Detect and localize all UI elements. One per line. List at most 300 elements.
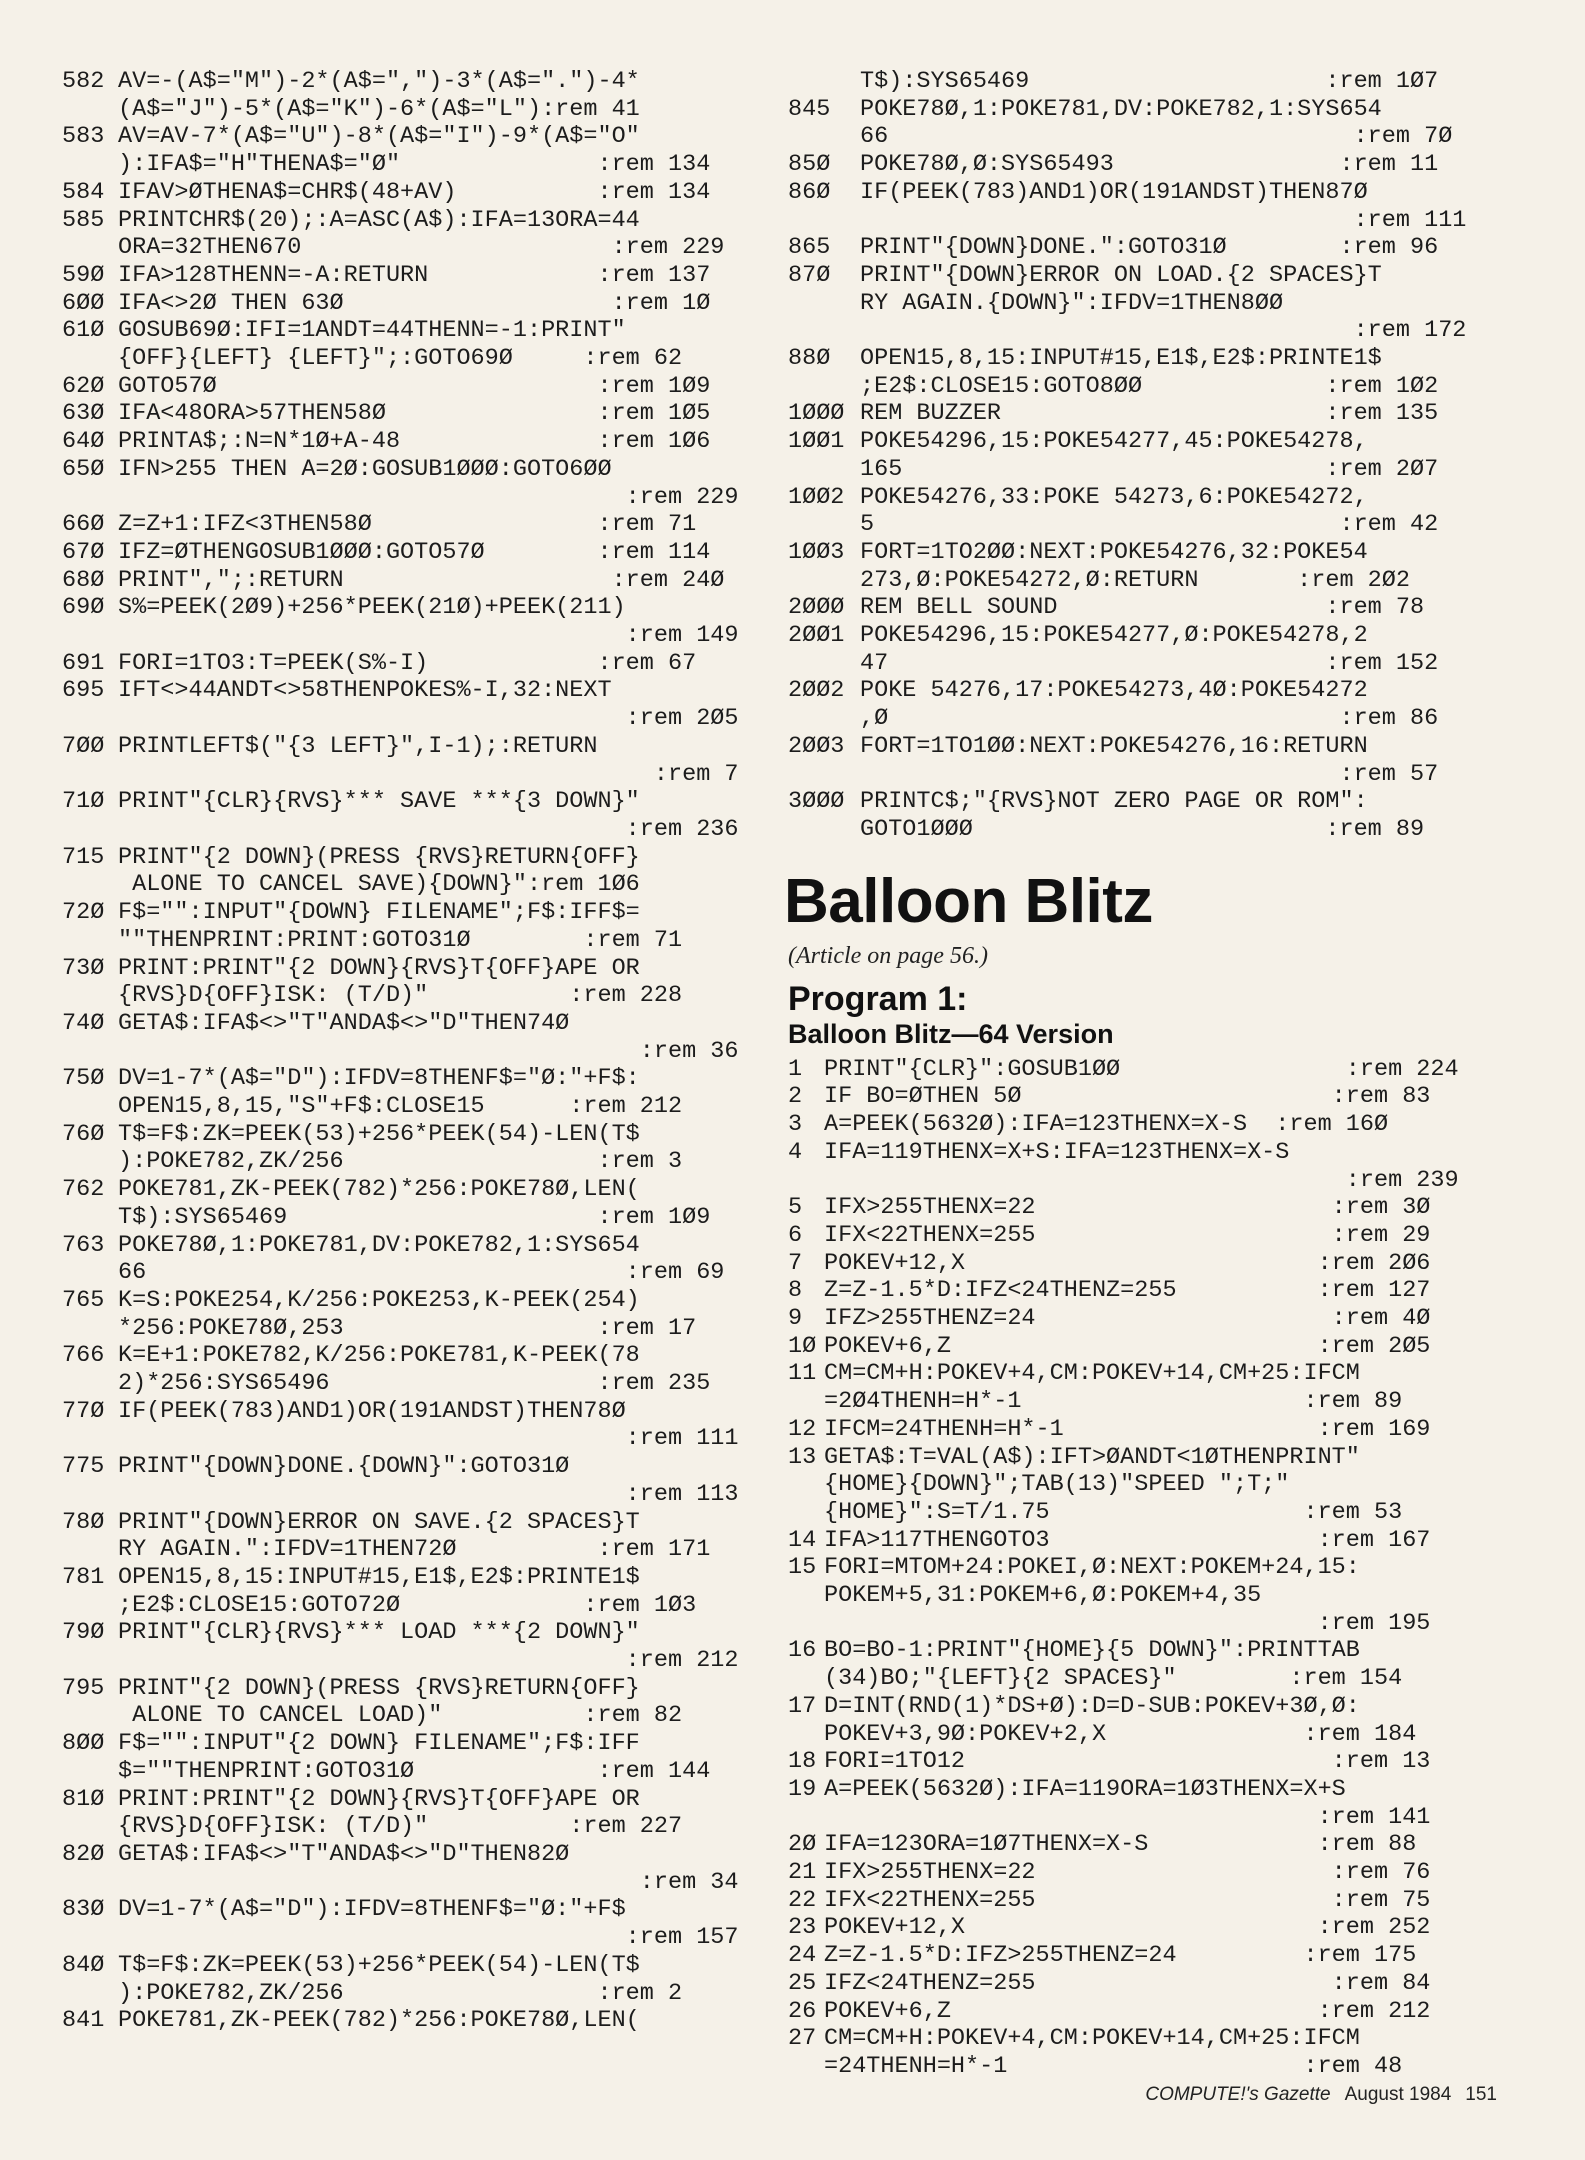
code-line	[62, 982, 752, 1010]
code-line	[788, 1416, 1478, 1444]
code-line	[62, 871, 752, 899]
code-text: ALONE TO CANCEL LOAD)" :rem 82	[118, 1702, 683, 1730]
code-text: REM BELL SOUND :rem 78	[860, 594, 1425, 622]
code-line	[62, 1176, 752, 1204]
issue-date: August 1984	[1344, 2084, 1452, 2105]
line-number: 5	[788, 1194, 803, 1222]
code-text: ;E2$:CLOSE15:GOTO8ØØ :rem 1Ø2	[860, 372, 1439, 400]
code-line	[62, 844, 752, 872]
code-text: :rem 141	[824, 1803, 1431, 1831]
code-text: DV=1-7*(A$="D"):IFDV=8THENF$="Ø:"+F$	[118, 1896, 626, 1924]
code-text: S%=PEEK(2Ø9)+256*PEEK(21Ø)+PEEK(211)	[118, 594, 626, 622]
line-number: 6ØØ	[62, 289, 105, 317]
code-line	[788, 1111, 1478, 1139]
code-line	[788, 68, 1478, 96]
code-line	[788, 207, 1478, 235]
code-line	[788, 1360, 1478, 1388]
code-line	[62, 1952, 752, 1980]
line-number: 78Ø	[62, 1508, 105, 1536]
code-line	[62, 1370, 752, 1398]
code-line	[788, 1444, 1478, 1472]
code-line	[788, 123, 1478, 151]
line-number: 585	[62, 206, 105, 234]
code-text: IFA>128THENN=-A:RETURN :rem 137	[118, 261, 711, 289]
code-text: PRINTCHR$(20);:A=ASC(A$):IFA=13ORA=44	[118, 206, 640, 234]
code-text: 165 :rem 2Ø7	[860, 455, 1439, 483]
code-text: 273,Ø:POKE54272,Ø:RETURN :rem 2Ø2	[860, 566, 1410, 594]
line-number: 11	[788, 1360, 817, 1388]
line-number: 18	[788, 1748, 817, 1776]
code-line	[788, 1970, 1478, 1998]
code-line	[62, 622, 752, 650]
line-number	[62, 1980, 118, 2008]
line-number	[788, 705, 860, 733]
code-line	[62, 650, 752, 678]
line-number	[788, 761, 860, 789]
code-line	[62, 179, 752, 207]
code-line	[62, 927, 752, 955]
code-line	[788, 1748, 1478, 1776]
code-line	[788, 1056, 1478, 1084]
line-number	[62, 1038, 118, 1066]
code-line	[788, 539, 1478, 567]
code-text: PRINTLEFT$("{3 LEFT}",I-1);:RETURN	[118, 732, 598, 760]
code-line	[62, 1702, 752, 1730]
code-line	[62, 290, 752, 318]
code-line	[62, 1619, 752, 1647]
code-text: POKEV+12,X :rem 2Ø6	[824, 1249, 1431, 1277]
code-text: GETA$:IFA$<>"T"ANDA$<>"D"THEN82Ø	[118, 1841, 570, 1868]
code-line	[62, 899, 752, 927]
code-line	[62, 1342, 752, 1370]
code-text: IF(PEEK(783)AND1)OR(191ANDST)THEN87Ø	[860, 178, 1368, 206]
code-line	[62, 484, 752, 512]
code-line	[62, 567, 752, 595]
line-number	[62, 1813, 118, 1841]
code-line	[788, 1277, 1478, 1305]
page-number: 151	[1465, 2084, 1497, 2105]
code-line	[62, 677, 752, 705]
code-line	[62, 1536, 752, 1564]
line-number: 77Ø	[62, 1397, 105, 1425]
code-line	[788, 1250, 1478, 1278]
code-line	[788, 2025, 1478, 2053]
code-text: CM=CM+H:POKEV+4,CM:POKEV+14,CM+25:IFCM	[824, 2025, 1360, 2053]
code-text: D=INT(RND(1)*DS+Ø):D=D-SUB:POKEV+3Ø,Ø:	[824, 1692, 1360, 1720]
code-line	[788, 1139, 1478, 1167]
code-line	[788, 677, 1478, 705]
line-number: 1ØØØ	[788, 400, 845, 428]
code-text: 66 :rem 7Ø	[860, 123, 1453, 151]
code-line	[788, 1388, 1478, 1416]
code-text: POKEV+6,Z :rem 2Ø5	[824, 1332, 1431, 1360]
line-number	[788, 1388, 824, 1416]
code-text: IFT<>44ANDT<>58THENPOKES%-I,32:NEXT	[118, 677, 612, 705]
code-line	[788, 1776, 1478, 1804]
line-number: 81Ø	[62, 1785, 105, 1813]
code-text: :rem 239	[824, 1166, 1459, 1194]
code-line	[62, 1093, 752, 1121]
code-text: PRINT:PRINT"{2 DOWN}{RVS}T{OFF}APE OR	[118, 1785, 640, 1813]
code-text: IF BO=ØTHEN 5Ø :rem 83	[824, 1083, 1431, 1111]
line-number	[62, 96, 118, 124]
line-number: 14	[788, 1526, 817, 1554]
line-number: 2Ø	[788, 1831, 817, 1859]
code-line	[788, 788, 1478, 816]
page-footer	[1145, 2084, 1497, 2106]
line-number: 4	[788, 1138, 803, 1166]
code-text: Z=Z-1.5*D:IFZ<24THENZ=255 :rem 127	[824, 1277, 1431, 1305]
code-text: F$="":INPUT"{DOWN} FILENAME";F$:IFF$=	[118, 899, 640, 927]
line-number: 7	[788, 1249, 803, 1277]
code-line	[788, 1693, 1478, 1721]
code-text: IFZ>255THENZ=24 :rem 4Ø	[824, 1305, 1431, 1333]
code-line	[62, 1121, 752, 1149]
code-text: T$):SYS65469 :rem 1Ø9	[118, 1203, 711, 1231]
code-text: PRINT"{DOWN}DONE.":GOTO31Ø :rem 96	[860, 234, 1439, 262]
code-text: POKE78Ø,Ø:SYS65493 :rem 11	[860, 151, 1439, 179]
line-number	[62, 1093, 118, 1121]
line-number: 2	[788, 1083, 803, 1111]
line-number: 2ØØØ	[788, 594, 845, 622]
code-line	[788, 1721, 1478, 1749]
code-text: :rem 34	[118, 1868, 739, 1896]
line-number	[62, 151, 118, 179]
code-text: Z=Z+1:IFZ<3THEN58Ø :rem 71	[118, 511, 697, 539]
code-line	[62, 1980, 752, 2008]
code-text: :rem 111	[860, 206, 1467, 234]
line-number: 76Ø	[62, 1120, 105, 1148]
line-number	[62, 1924, 118, 1952]
code-text: GOSUB69Ø:IFI=1ANDT=44THENN=-1:PRINT"	[118, 317, 626, 345]
code-line	[62, 1564, 752, 1592]
line-number: 7ØØ	[62, 732, 105, 760]
line-number	[62, 1425, 118, 1453]
line-number	[788, 1499, 824, 1527]
code-line	[788, 456, 1478, 484]
code-line	[62, 207, 752, 235]
code-text: IFCM=24THENH=H*-1 :rem 169	[824, 1415, 1431, 1443]
article-title: Balloon Blitz	[784, 866, 1153, 936]
code-line	[788, 1499, 1478, 1527]
code-text: PRINT"{CLR}":GOSUB1ØØ :rem 224	[824, 1055, 1459, 1083]
code-line	[62, 1730, 752, 1758]
line-number: 3ØØØ	[788, 788, 845, 816]
code-line	[62, 539, 752, 567]
line-number: 67Ø	[62, 538, 105, 566]
line-number: 765	[62, 1286, 105, 1314]
code-line	[788, 2053, 1478, 2081]
code-text: Z=Z-1.5*D:IFZ>255THENZ=24 :rem 175	[824, 1942, 1417, 1970]
code-text: ALONE TO CANCEL SAVE){DOWN}":rem 1Ø6	[118, 871, 640, 899]
code-text: ;E2$:CLOSE15:GOTO72Ø :rem 1Ø3	[118, 1591, 697, 1619]
line-number	[788, 1804, 824, 1832]
line-number	[62, 1481, 118, 1509]
code-text: IFZ<24THENZ=255 :rem 84	[824, 1969, 1431, 1997]
code-text: IFZ=ØTHENGOSUB1ØØØ:GOTO57Ø :rem 114	[118, 538, 711, 566]
code-text: =24THENH=H*-1 :rem 48	[824, 2053, 1403, 2080]
line-number: 86Ø	[788, 178, 831, 206]
code-line	[62, 1869, 752, 1897]
line-number: 13	[788, 1443, 817, 1471]
line-number	[788, 207, 860, 235]
code-text: PRINT"{2 DOWN}(PRESS {RVS}RETURN{OFF}	[118, 1674, 640, 1702]
code-text: RY AGAIN.":IFDV=1THEN72Ø :rem 171	[118, 1536, 711, 1564]
code-line	[62, 1509, 752, 1537]
code-text: POKE78Ø,1:POKE781,DV:POKE782,1:SYS654	[860, 95, 1382, 123]
line-number: 1Ø	[788, 1332, 817, 1360]
line-number	[62, 622, 118, 650]
code-text: {HOME}":S=T/1.75 :rem 53	[824, 1498, 1403, 1526]
code-line	[62, 1315, 752, 1343]
code-line	[788, 1637, 1478, 1665]
line-number: 26	[788, 1997, 817, 2025]
line-number: 62Ø	[62, 372, 105, 400]
code-line	[788, 96, 1478, 124]
code-text: CM=CM+H:POKEV+4,CM:POKEV+14,CM+25:IFCM	[824, 1360, 1360, 1388]
code-text: ):POKE782,ZK/256 :rem 3	[118, 1148, 683, 1176]
line-number: 22	[788, 1886, 817, 1914]
code-line	[62, 123, 752, 151]
line-number: 69Ø	[62, 594, 105, 622]
code-line	[62, 345, 752, 373]
code-text: {RVS}D{OFF}ISK: (T/D)" :rem 227	[118, 1813, 683, 1841]
line-number: 1	[788, 1055, 803, 1083]
code-line	[788, 1887, 1478, 1915]
code-line	[62, 1010, 752, 1038]
code-line	[62, 1204, 752, 1232]
code-text: PRINT"{DOWN}ERROR ON SAVE.{2 SPACES}T	[118, 1508, 640, 1536]
code-line	[62, 816, 752, 844]
line-number: 68Ø	[62, 566, 105, 594]
code-line	[62, 1425, 752, 1453]
code-line	[62, 1924, 752, 1952]
code-text: PRINT"{DOWN}ERROR ON LOAD.{2 SPACES}T	[860, 261, 1382, 289]
code-line	[62, 1592, 752, 1620]
code-line	[788, 179, 1478, 207]
code-line	[62, 1232, 752, 1260]
code-text: :rem 236	[118, 815, 739, 843]
code-line	[62, 733, 752, 761]
code-line	[62, 1038, 752, 1066]
line-number: 82Ø	[62, 1841, 105, 1868]
line-number	[62, 705, 118, 733]
code-text: IFA<48ORA>57THEN58Ø :rem 1Ø5	[118, 400, 711, 428]
code-line	[62, 1259, 752, 1287]
line-number	[788, 373, 860, 401]
code-text: IF(PEEK(783)AND1)OR(191ANDST)THEN78Ø	[118, 1397, 626, 1425]
code-line	[788, 1222, 1478, 1250]
magazine-name: COMPUTE!'s Gazette	[1145, 2084, 1331, 2105]
code-line	[788, 1471, 1478, 1499]
line-number: 795	[62, 1674, 105, 1702]
code-line	[62, 68, 752, 96]
code-text: (34)BO;"{LEFT}{2 SPACES}" :rem 154	[824, 1665, 1403, 1693]
code-text: ):IFA$="H"THENA$="Ø" :rem 134	[118, 151, 711, 179]
line-number	[788, 1471, 824, 1499]
line-number	[788, 650, 860, 678]
code-line	[62, 1065, 752, 1093]
code-text: (A$="J")-5*(A$="K")-6*(A$="L"):rem 41	[118, 95, 640, 123]
line-number: 582	[62, 68, 105, 95]
code-line	[788, 650, 1478, 678]
code-line	[62, 456, 752, 484]
line-number	[62, 1259, 118, 1287]
code-text: :rem 172	[860, 317, 1467, 345]
line-number	[62, 234, 118, 262]
line-number: 841	[62, 2007, 105, 2035]
line-number: 781	[62, 1563, 105, 1591]
line-number	[62, 816, 118, 844]
code-text: IFX>255THENX=22 :rem 3Ø	[824, 1194, 1431, 1222]
line-number: 64Ø	[62, 428, 105, 456]
code-text: :rem 2Ø5	[118, 705, 739, 733]
line-number: 79Ø	[62, 1619, 105, 1647]
code-text: POKE54276,33:POKE 54273,6:POKE54272,	[860, 483, 1368, 511]
code-line	[788, 1998, 1478, 2026]
line-number	[788, 123, 860, 151]
code-text: =2Ø4THENH=H*-1 :rem 89	[824, 1388, 1403, 1416]
code-text: FORI=MTOM+24:POKEI,Ø:NEXT:POKEM+24,15:	[824, 1554, 1360, 1582]
line-number: 2ØØ1	[788, 622, 845, 650]
line-number: 3	[788, 1111, 803, 1139]
line-number: 695	[62, 677, 105, 705]
line-number	[62, 1758, 118, 1786]
line-number	[788, 1665, 824, 1693]
code-text: $=""THENPRINT:GOTO31Ø :rem 144	[118, 1757, 711, 1785]
code-line	[788, 1083, 1478, 1111]
line-number	[788, 456, 860, 484]
line-number: 72Ø	[62, 899, 105, 927]
code-text: PRINT"{CLR}{RVS}*** SAVE ***{3 DOWN}"	[118, 788, 640, 816]
code-line	[788, 1942, 1478, 1970]
code-text: :rem 149	[118, 622, 739, 650]
line-number: 1ØØ3	[788, 538, 845, 566]
code-line	[788, 761, 1478, 789]
code-text: ""THENPRINT:PRINT:GOTO31Ø :rem 71	[118, 926, 683, 954]
line-number	[62, 1148, 118, 1176]
code-line	[788, 400, 1478, 428]
program-1-listing	[788, 1056, 1478, 2081]
line-number: 691	[62, 649, 105, 677]
line-number	[788, 511, 860, 539]
code-line	[62, 788, 752, 816]
line-number	[788, 816, 860, 844]
code-text: ):POKE782,ZK/256 :rem 2	[118, 1979, 683, 2007]
code-text: IFN>255 THEN A=2Ø:GOSUB1ØØØ:GOTO6ØØ	[118, 455, 612, 483]
code-line	[62, 1398, 752, 1426]
line-number: 2ØØ3	[788, 732, 845, 760]
code-text: PRINT:PRINT"{2 DOWN}{RVS}T{OFF}APE OR	[118, 954, 640, 982]
code-text: {RVS}D{OFF}ISK: (T/D)" :rem 228	[118, 982, 683, 1010]
line-number	[788, 290, 860, 318]
code-line	[62, 594, 752, 622]
code-line	[62, 317, 752, 345]
code-text: ORA=32THEN670 :rem 229	[118, 234, 725, 262]
line-number: 85Ø	[788, 151, 831, 179]
code-line	[788, 234, 1478, 262]
code-text: OPEN15,8,15:INPUT#15,E1$,E2$:PRINTE1$	[118, 1563, 640, 1591]
code-line	[788, 594, 1478, 622]
code-line	[788, 484, 1478, 512]
code-line	[62, 1647, 752, 1675]
line-number: 1ØØ1	[788, 428, 845, 456]
line-number: 87Ø	[788, 261, 831, 289]
code-line	[788, 1333, 1478, 1361]
code-text: *256:POKE78Ø,253 :rem 17	[118, 1314, 697, 1342]
code-line	[788, 1554, 1478, 1582]
line-number: 23	[788, 1914, 817, 1942]
line-number	[788, 1610, 824, 1638]
code-line	[788, 1804, 1478, 1832]
code-text: POKE781,ZK-PEEK(782)*256:POKE78Ø,LEN(	[118, 1176, 640, 1204]
code-line	[788, 705, 1478, 733]
code-text: IFX>255THENX=22 :rem 76	[824, 1859, 1431, 1887]
code-line	[788, 1305, 1478, 1333]
code-line	[788, 262, 1478, 290]
code-line	[788, 1527, 1478, 1555]
code-text: {OFF}{LEFT} {LEFT}";:GOTO69Ø :rem 62	[118, 345, 683, 373]
line-number	[62, 871, 118, 899]
code-text: AV=-(A$="M")-2*(A$=",")-3*(A$=".")-4*	[118, 68, 640, 95]
line-number: 15	[788, 1554, 817, 1582]
line-number: 75Ø	[62, 1065, 105, 1093]
code-line	[62, 1481, 752, 1509]
line-number: 83Ø	[62, 1896, 105, 1924]
code-text: K=E+1:POKE782,K/256:POKE781,K-PEEK(78	[118, 1342, 640, 1370]
line-number	[788, 1582, 824, 1610]
code-text: IFAV>ØTHENA$=CHR$(48+AV) :rem 134	[118, 178, 711, 206]
code-text: IFA=123ORA=1Ø7THENX=X-S :rem 88	[824, 1831, 1417, 1859]
code-text: :rem 195	[824, 1609, 1431, 1637]
line-number	[788, 1167, 824, 1195]
line-number	[62, 1592, 118, 1620]
line-number: 16	[788, 1637, 817, 1665]
code-text: :rem 229	[118, 483, 739, 511]
code-text: K=S:POKE254,K/256:POKE253,K-PEEK(254)	[118, 1286, 640, 1314]
code-line	[62, 1813, 752, 1841]
line-number: 65Ø	[62, 455, 105, 483]
code-text: PRINTA$;:N=N*1Ø+A-48 :rem 1Ø6	[118, 428, 711, 456]
line-number: 25	[788, 1969, 817, 1997]
line-number: 24	[788, 1942, 817, 1970]
code-text: :rem 57	[860, 760, 1439, 788]
code-line	[788, 567, 1478, 595]
code-text: GOTO57Ø :rem 1Ø9	[118, 372, 711, 400]
program-heading: Program 1:	[788, 979, 968, 1018]
code-text: POKE78Ø,1:POKE781,DV:POKE782,1:SYS654	[118, 1231, 640, 1259]
line-number: 8	[788, 1277, 803, 1305]
line-number	[62, 1536, 118, 1564]
code-text: 66 :rem 69	[118, 1259, 725, 1287]
code-line	[62, 1453, 752, 1481]
code-text: GOTO1ØØØ :rem 89	[860, 815, 1425, 843]
line-number: 74Ø	[62, 1009, 105, 1037]
line-number: 715	[62, 843, 105, 871]
code-text: POKE781,ZK-PEEK(782)*256:POKE78Ø,LEN(	[118, 2007, 640, 2035]
code-line	[62, 428, 752, 456]
code-line	[788, 290, 1478, 318]
line-number	[62, 927, 118, 955]
code-line	[62, 1841, 752, 1869]
code-text: IFA=119THENX=X+S:IFA=123THENX=X-S	[824, 1138, 1290, 1166]
code-text: OPEN15,8,15:INPUT#15,E1$,E2$:PRINTE1$	[860, 345, 1382, 373]
line-number	[62, 1315, 118, 1343]
code-line	[788, 151, 1478, 179]
line-number: 865	[788, 234, 831, 262]
code-text: POKEV+3,9Ø:POKEV+2,X :rem 184	[824, 1720, 1417, 1748]
code-text: RY AGAIN.{DOWN}":IFDV=1THEN8ØØ	[860, 289, 1284, 317]
